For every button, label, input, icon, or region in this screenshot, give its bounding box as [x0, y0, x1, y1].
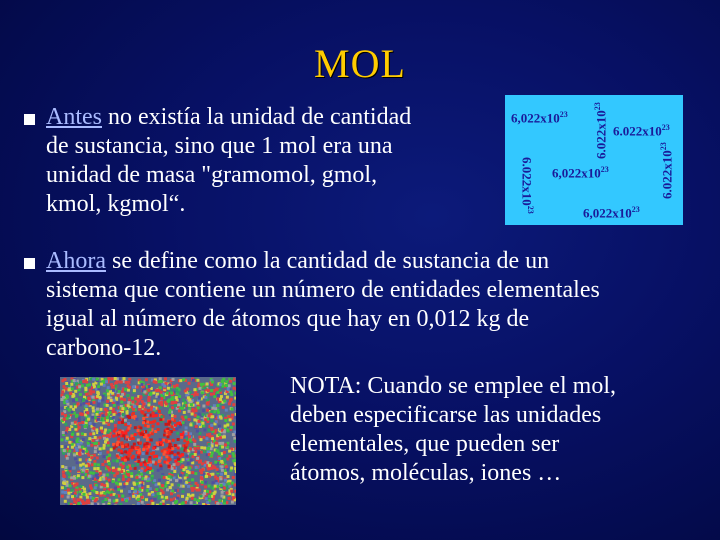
- nota-line1: NOTA: Cuando se emplee el mol,: [290, 373, 617, 399]
- nota-line2: deben especificarse las unidades: [290, 402, 602, 428]
- nota-text: [290, 372, 616, 488]
- avogadro-label: $6,022x10^{23}$: [511, 110, 568, 126]
- bullet-1-line2: de sustancia, sino que 1 mol era una: [46, 133, 393, 159]
- avogadro-label: $6.022x10^{23}$: [613, 123, 670, 139]
- nota-line4: átomos, moléculas, iones …: [290, 460, 562, 486]
- nota-line3: elementales, que pueden ser: [290, 431, 560, 457]
- bullet-marker: [24, 258, 35, 269]
- bullet-marker: [24, 114, 35, 125]
- keyword-antes: Antes: [46, 104, 102, 130]
- bullet-1-line3: unidad de masa "gramomol, gmol,: [46, 162, 378, 188]
- avogadro-label: $6,022x10^{23}$: [583, 205, 640, 221]
- slide-title: MOL: [314, 41, 406, 86]
- keyword-ahora: Ahora: [46, 248, 106, 274]
- avogadro-number-image: [505, 95, 683, 225]
- particle-image: [60, 377, 236, 505]
- bullet-2-line1: se define como la cantidad de sustancia de un: [105, 248, 550, 274]
- bullet-2-line3: igual al número de átomos que hay en 0,012 kg de: [46, 306, 530, 332]
- bullet-1-line4: kmol, kgmol“.: [46, 191, 186, 217]
- bullet-2-line4: carbono-12.: [46, 335, 162, 361]
- bullet-1-text: [46, 103, 496, 219]
- avogadro-label: $6.022x10^{23}$: [519, 157, 535, 214]
- bullet-2-text: [46, 247, 706, 363]
- bullet-1-line1: no existía la unidad de cantidad: [102, 104, 412, 130]
- avogadro-label: $6.022x10^{23}$: [659, 142, 675, 199]
- avogadro-label: $6.022x10^{23}$: [593, 102, 609, 159]
- bullet-2-line2: sistema que contiene un número de entidades elementales: [46, 277, 600, 303]
- avogadro-label: $6,022x10^{23}$: [552, 165, 609, 181]
